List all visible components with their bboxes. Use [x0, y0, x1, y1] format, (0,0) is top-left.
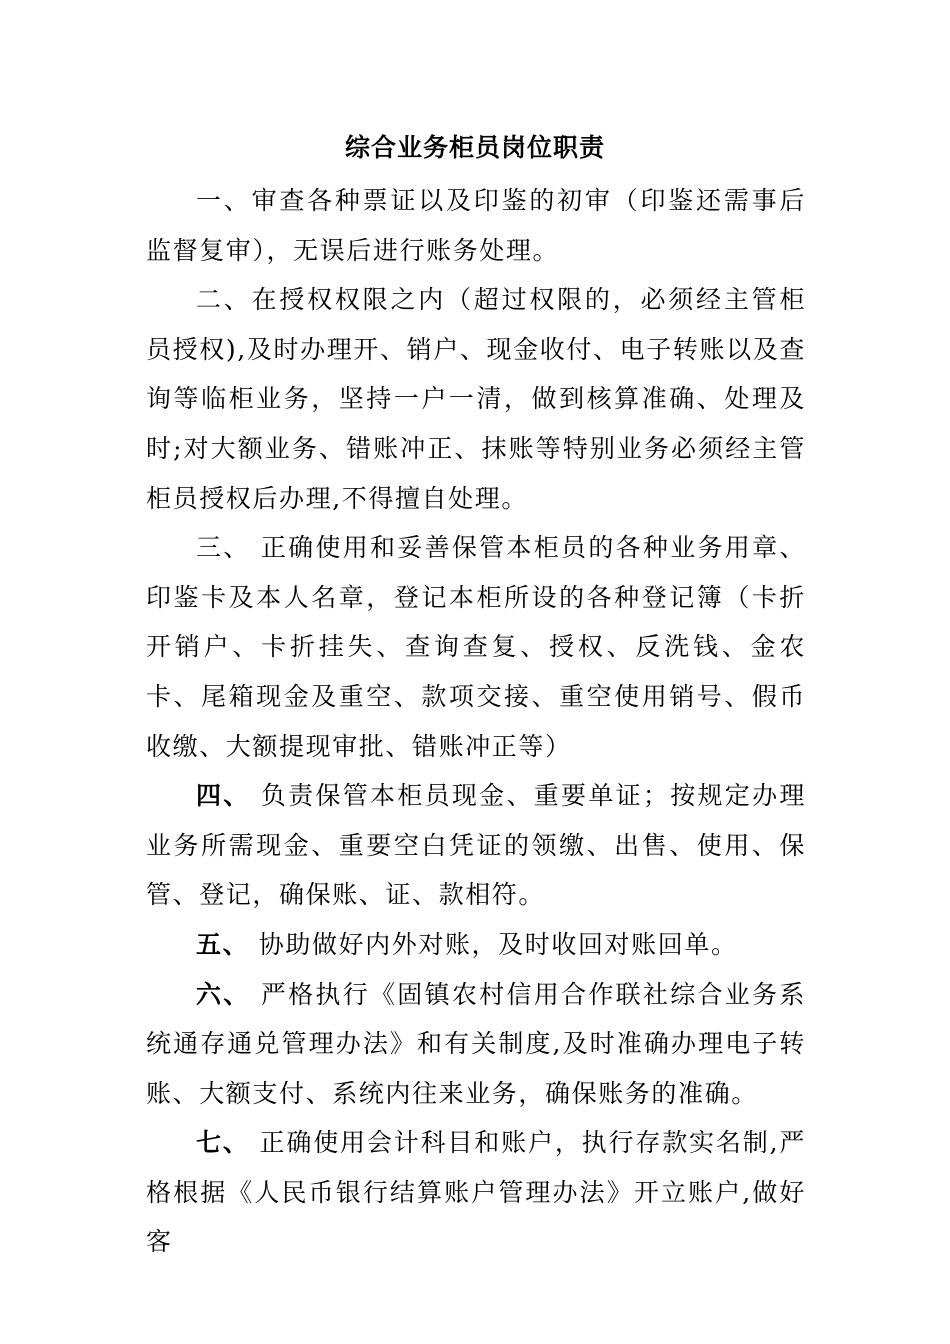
paragraph-number: 二、: [196, 285, 252, 315]
paragraph-number: 七、: [196, 1128, 250, 1158]
paragraph-2: [146, 275, 806, 523]
document-body: [146, 176, 806, 1267]
paragraph-text: 负责保管本柜员现金、重要单证；按规定办理业务所需现金、重要空白凭证的领缴、出售、使用、保管、登记，确保账、证、款相符。: [146, 781, 806, 910]
paragraph-7: [146, 1118, 806, 1267]
paragraph-text: 协助做好内外对账，及时收回对账回单。: [249, 929, 738, 959]
paragraph-5: [146, 920, 806, 970]
paragraph-number: 三、: [196, 533, 251, 563]
document-title: 综合业务柜员岗位职责: [344, 133, 605, 162]
paragraph-number: 一、: [196, 186, 252, 215]
paragraph-text: 审查各种票证以及印鉴的初审（印鉴还需事后监督复审），无误后进行账务处理。: [146, 186, 806, 265]
paragraph-text: 在授权权限之内（超过权限的，必须经主管柜员授权),及时办理开、销户、现金收付、电子转账以及查询等临柜业务，坚持一户一清，做到核算准确、处理及时;对大额业务、错账冲正、抹账等特别业务必须经主管柜员授权后办理,不得擅自处理。: [146, 285, 806, 513]
paragraph-text: 正确使用和妥善保管本柜员的各种业务用章、印鉴卡及本人名章，登记本柜所设的各种登记簿（卡折开销户、卡折挂失、查询查复、授权、反洗钱、金农卡、尾箱现金及重空、款项交接、重空使用销号、假币收缴、大额提现审批、错账冲正等）: [146, 533, 806, 761]
paragraph-number: 五、: [196, 929, 250, 959]
paragraph-text: 正确使用会计科目和账户，执行存款实名制,严格根据《人民币银行结算账户管理办法》开立账户,做好客: [146, 1128, 806, 1257]
paragraph-3: [146, 523, 806, 771]
paragraph-number: 四、: [196, 781, 251, 811]
paragraph-text: 严格执行《固镇农村信用合作联社综合业务系统通存通兑管理办法》和有关制度,及时准确办理电子转账、大额支付、系统内往来业务，确保账务的准确。: [146, 979, 806, 1108]
paragraph-number: 六、: [196, 979, 251, 1009]
paragraph-1: [146, 176, 806, 275]
paragraph-6: [146, 970, 806, 1119]
paragraph-4: [146, 771, 806, 920]
